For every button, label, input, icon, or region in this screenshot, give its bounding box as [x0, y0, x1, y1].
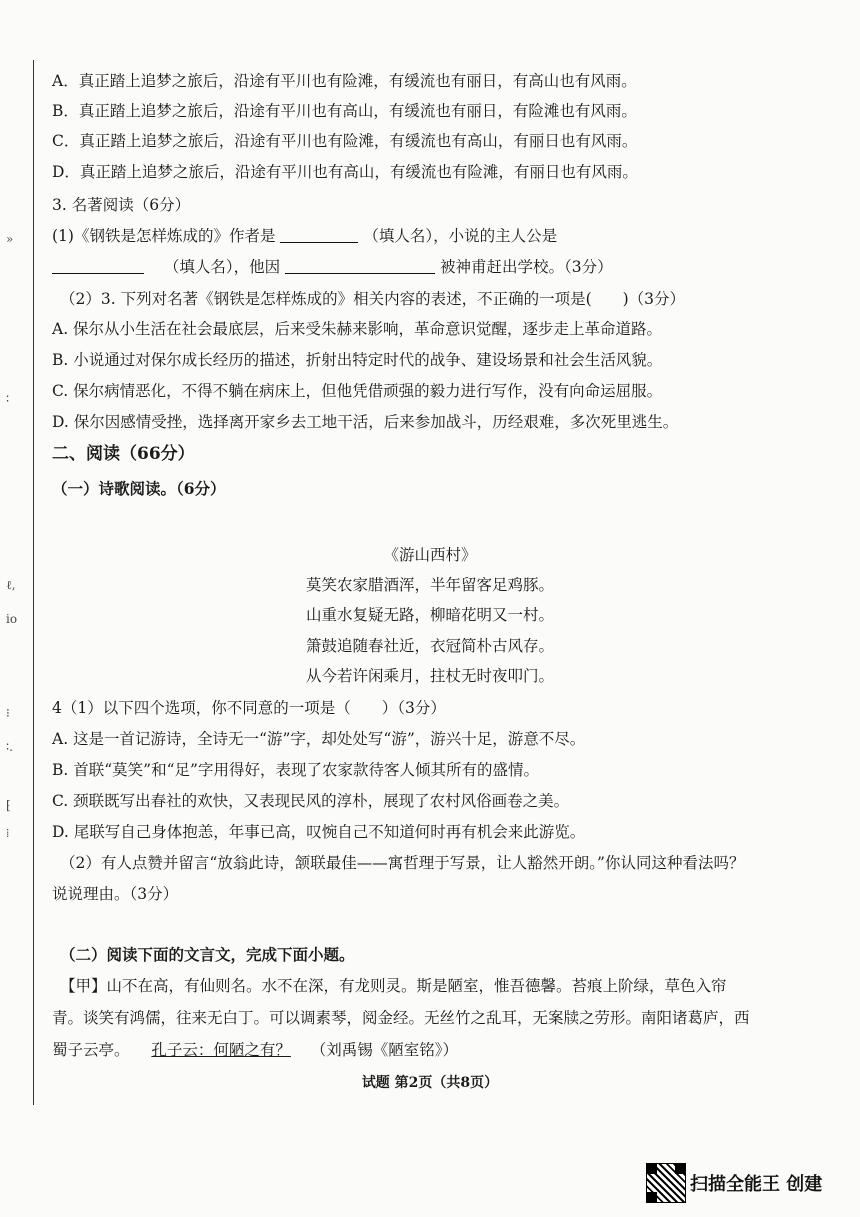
q4-option-d: D. 尾联写自己身体抱恙，年事已高，叹惋自己不知道何时再有机会来此游览。	[52, 823, 586, 841]
poem-line: 莫笑农家腊酒浑，半年留客足鸡豚。	[305, 576, 554, 594]
q3-option-b: B. 小说通过对保尔成长经历的描述，折射出特定时代的战争、建设场景和社会生活风貌。	[52, 351, 663, 369]
classical-text-line: 【甲】山不在高，有仙则名。水不在深，有龙则灵。斯是陋室，惟吾德馨。苔痕上阶绿，草色入帘	[60, 977, 727, 995]
q3-option-c: C. 保尔病情恶化，不得不躺在病床上，但他凭借顽强的毅力进行写作，没有向命运屈服。	[52, 382, 663, 400]
question-3-2: （2）3. 下列对名著《钢铁是怎样炼成的》相关内容的表述，不正确的一项是( )（3分）	[60, 290, 686, 308]
question-4-2: （2）有人点赞并留言“放翁此诗，颔联最佳——寓哲理于写景，让人豁然开朗。”你认同这种看法吗？	[60, 854, 745, 872]
q4-option-a: A. 这是一首记游诗，全诗无一“游”字，却处处写“游”，游兴十足，游意不尽。	[52, 730, 586, 748]
classical-text-a: 蜀子云亭。	[52, 1041, 130, 1059]
poem-title: 《游山西村》	[383, 546, 477, 564]
option-a: A．真正踏上追梦之旅后，沿途有平川也有险滩，有缓流也有丽日，有高山也有风雨。	[52, 72, 637, 90]
poetry-section-title: （一）诗歌阅读。（6分）	[52, 479, 226, 498]
margin-mark: ⁝	[6, 706, 10, 720]
question-3-1-line1	[52, 225, 557, 247]
classical-text-line	[52, 1039, 458, 1061]
blank-author[interactable]	[280, 226, 358, 243]
q4-option-c: C. 颈联既写出春社的欢快，又表现民风的淳朴，展现了农村风俗画卷之美。	[52, 792, 570, 810]
poem-line: 山重水复疑无路，柳暗花明又一村。	[305, 606, 554, 624]
question-4-2-cont: 说说理由。（3分）	[52, 885, 179, 903]
classical-text-line: 青。谈笑有鸿儒，往来无白丁。可以调素琴，阅金经。无丝竹之乱耳，无案牍之劳形。南阳诸葛庐，西	[52, 1009, 750, 1027]
question-3-title: 3. 名著阅读（6分）	[52, 196, 191, 214]
q3-1-text-a: (1)《钢铁是怎样炼成的》作者是	[52, 227, 276, 245]
margin-mark: ⁅	[6, 798, 11, 812]
margin-mark: ∶.	[6, 740, 13, 754]
blank-protagonist[interactable]	[52, 257, 144, 274]
question-3-1-line2	[52, 256, 613, 278]
q3-1-text-d: 被神甫赶出学校。（3分）	[440, 258, 613, 276]
q3-option-a: A. 保尔从小生活在社会最底层，后来受朱赫来影响，革命意识觉醒，逐步走上革命道路。	[52, 320, 663, 338]
margin-mark: ⁞	[6, 826, 10, 840]
q4-option-b: B. 首联“莫笑”和“足”字用得好，表现了农家款待客人倾其所有的盛情。	[52, 761, 539, 779]
q3-option-d: D. 保尔因感情受挫，选择离开家乡去工地干活，后来参加战斗，历经艰难，多次死里逃生。	[52, 413, 679, 431]
qr-code-icon	[646, 1163, 686, 1203]
margin-mark: »	[6, 232, 14, 246]
page-footer: 试题 第2页（共8页）	[361, 1075, 499, 1091]
underlined-sentence: 孔子云：何陋之有？	[151, 1041, 291, 1059]
question-4-1: 4（1）以下四个选项，你不同意的一项是（ ）（3分）	[52, 699, 446, 717]
blank-reason[interactable]	[285, 257, 435, 274]
scanner-watermark: 扫描全能王 创建	[690, 1174, 823, 1195]
option-d: D．真正踏上追梦之旅后，沿途有平川也有高山，有缓流也有险滩，有丽日也有风雨。	[52, 163, 638, 181]
option-b: B．真正踏上追梦之旅后，沿途有平川也有高山，有缓流也有丽日，有险滩也有风雨。	[52, 102, 637, 120]
poem-line: 箫鼓追随春社近，衣冠简朴古风存。	[305, 637, 554, 655]
section-2-title: 二、阅读（66分）	[52, 444, 195, 464]
poem-line: 从今若许闲乘月，拄杖无时夜叩门。	[305, 667, 554, 685]
q3-1-text-c: （填人名），他因	[163, 258, 281, 276]
margin-mark: ℓ,	[6, 578, 16, 592]
margin-mark: io	[6, 612, 18, 626]
option-c: C．真正踏上追梦之旅后，沿途有平川也有险滩，有缓流也有高山，有丽日也有风雨。	[52, 132, 638, 150]
classical-source: （刘禹锡《陋室铭》）	[310, 1041, 459, 1059]
margin-mark: ∶	[6, 392, 10, 406]
q3-1-text-b: （填人名），小说的主人公是	[363, 227, 558, 245]
classical-section-title: （二）阅读下面的文言文，完成下面小题。	[60, 945, 355, 964]
